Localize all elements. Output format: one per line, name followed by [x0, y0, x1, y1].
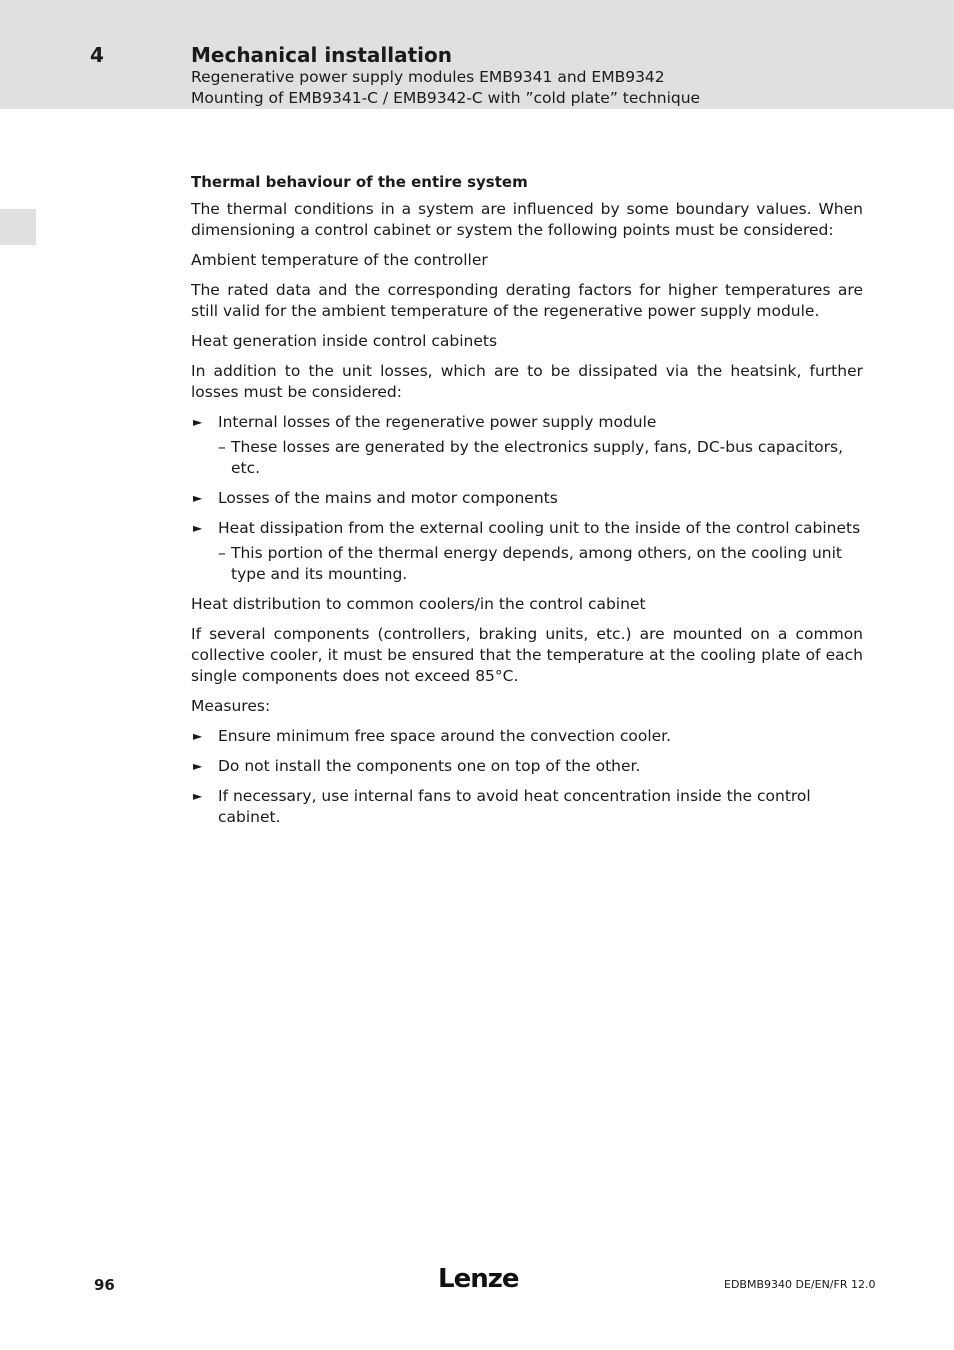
label-heat-distribution: Heat distribution to common coolers/in the control cabinet	[191, 595, 646, 613]
list-item	[191, 412, 863, 479]
triangle-right-icon: ►	[193, 491, 203, 505]
sub-item	[218, 543, 863, 585]
side-tab-marker	[0, 209, 36, 245]
label-ambient: Ambient temperature of the controller	[191, 251, 488, 269]
page-number: 96	[94, 1276, 115, 1294]
dash-mark: –	[218, 438, 226, 456]
list-item	[191, 518, 863, 585]
triangle-right-icon: ►	[193, 759, 203, 773]
list-item	[191, 726, 863, 747]
list-item-text: Do not install the components one on top of the other.	[218, 757, 641, 775]
paragraph-intro: The thermal conditions in a system are influenced by some boundary values. When dimensioning a control cabinet or system the following points must be considered:	[191, 200, 863, 239]
list-item	[191, 756, 863, 777]
label-measures: Measures:	[191, 697, 271, 715]
sub-item-text: These losses are generated by the electronics supply, fans, DC-bus capacitors, etc.	[231, 438, 844, 477]
paragraph-ambient: The rated data and the corresponding derating factors for higher temperatures are still valid for the ambient temperature of the regenerative power supply module.	[191, 281, 863, 320]
list-item-text: Ensure minimum free space around the convection cooler.	[218, 727, 672, 745]
list-item-text: Losses of the mains and motor components	[218, 489, 558, 507]
triangle-right-icon: ►	[193, 415, 203, 429]
list-item-text: Internal losses of the regenerative power supply module	[218, 413, 657, 431]
list-item	[191, 488, 863, 509]
list-item-text: Heat dissipation from the external cooling unit to the inside of the control cabinets	[218, 519, 861, 537]
label-heat-generation: Heat generation inside control cabinets	[191, 332, 498, 350]
content-body	[191, 172, 863, 837]
list-item-text: If necessary, use internal fans to avoid heat concentration inside the control cabinet.	[218, 787, 811, 826]
paragraph-heat-distribution: If several components (controllers, braking units, etc.) are mounted on a common collective cooler, it must be ensured that the temperature at the cooling plate of each single components does not exceed 85°C.	[191, 625, 863, 685]
triangle-right-icon: ►	[193, 789, 203, 803]
chapter-number: 4	[90, 43, 104, 67]
list-item	[191, 786, 863, 828]
subtitle-2: Mounting of EMB9341-C / EMB9342-C with ”cold plate” technique	[191, 89, 701, 107]
document-id: EDBMB9340 DE/EN/FR 12.0	[724, 1278, 876, 1291]
subtitle-1: Regenerative power supply modules EMB9341 and EMB9342	[191, 68, 665, 86]
dash-mark: –	[218, 544, 226, 562]
sub-item-text: This portion of the thermal energy depends, among others, on the cooling unit type and its mounting.	[231, 544, 843, 583]
lenze-logo: Lenze	[438, 1264, 519, 1294]
triangle-right-icon: ►	[193, 729, 203, 743]
triangle-right-icon: ►	[193, 521, 203, 535]
section-heading: Thermal behaviour of the entire system	[191, 173, 528, 191]
chapter-title: Mechanical installation	[191, 43, 452, 67]
sub-item	[218, 437, 863, 479]
paragraph-heat-generation: In addition to the unit losses, which are to be dissipated via the heatsink, further losses must be considered:	[191, 362, 863, 401]
